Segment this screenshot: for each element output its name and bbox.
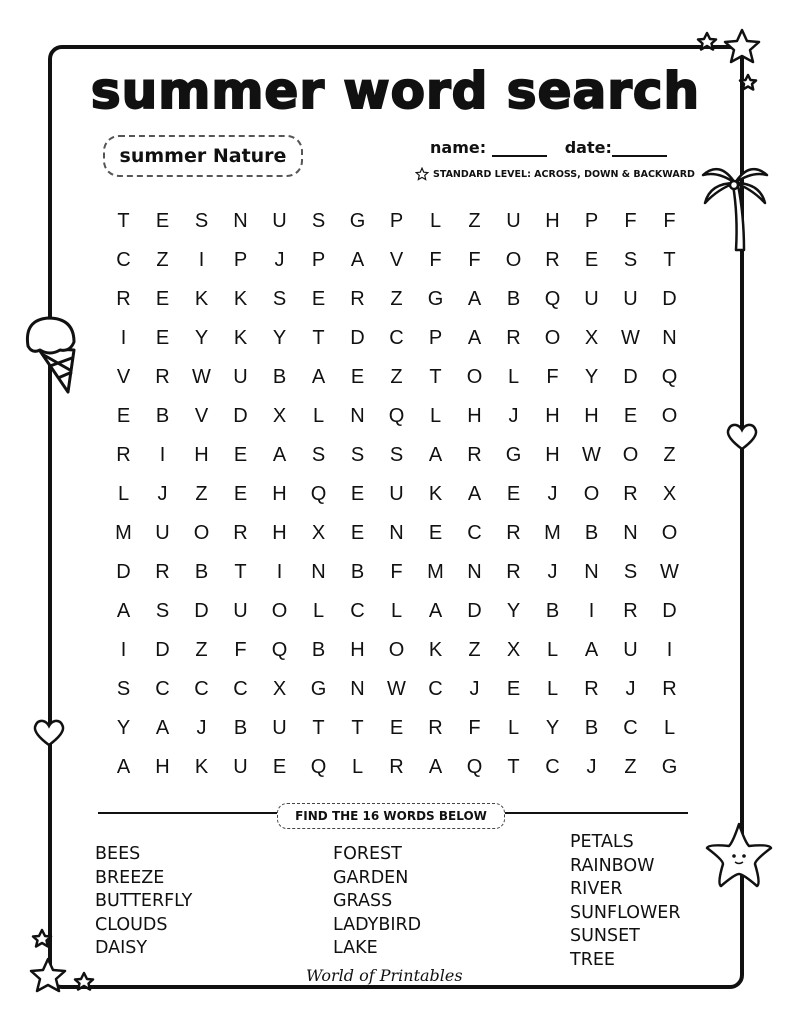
- grid-letter[interactable]: C: [623, 717, 638, 739]
- grid-letter[interactable]: B: [155, 405, 170, 427]
- grid-letter[interactable]: R: [623, 600, 638, 622]
- grid-letter[interactable]: N: [584, 561, 599, 583]
- grid-letter[interactable]: C: [350, 600, 365, 622]
- grid-letter[interactable]: I: [666, 639, 673, 661]
- difficulty-level: [415, 167, 695, 181]
- word-list-item: BREEZE: [95, 867, 165, 888]
- name-label: name:: [430, 138, 487, 157]
- grid-letter[interactable]: H: [467, 405, 482, 427]
- grid-letter[interactable]: J: [508, 405, 519, 427]
- grid-letter[interactable]: J: [196, 717, 207, 739]
- grid-letter[interactable]: J: [547, 483, 558, 505]
- grid-letter[interactable]: B: [272, 366, 287, 388]
- grid-letter[interactable]: P: [584, 210, 599, 232]
- grid-letter[interactable]: O: [271, 600, 288, 622]
- grid-letter[interactable]: Z: [156, 249, 169, 271]
- grid-letter[interactable]: N: [623, 522, 638, 544]
- grid-letter[interactable]: O: [505, 249, 522, 271]
- grid-letter[interactable]: C: [116, 249, 131, 271]
- grid-letter[interactable]: K: [194, 756, 209, 778]
- grid-letter[interactable]: A: [116, 756, 131, 778]
- grid-letter[interactable]: U: [272, 210, 287, 232]
- grid-letter[interactable]: H: [545, 210, 560, 232]
- grid-letter[interactable]: R: [116, 288, 131, 310]
- grid-letter[interactable]: Y: [116, 717, 131, 739]
- grid-letter[interactable]: E: [155, 210, 170, 232]
- grid-letter[interactable]: R: [389, 756, 404, 778]
- grid-letter[interactable]: R: [506, 561, 521, 583]
- grid-letter[interactable]: F: [546, 366, 559, 388]
- word-list-item: BUTTERFLY: [95, 891, 193, 911]
- grid-letter[interactable]: Y: [506, 600, 521, 622]
- grid-letter[interactable]: U: [623, 288, 638, 310]
- grid-letter[interactable]: Z: [195, 483, 208, 505]
- grid-letter[interactable]: U: [389, 483, 404, 505]
- level-text: STANDARD LEVEL: ACROSS, DOWN & BACKWARD: [433, 168, 695, 180]
- grid-letter[interactable]: W: [621, 327, 640, 349]
- word-list-item: SUNSET: [570, 926, 640, 946]
- grid-letter[interactable]: D: [467, 600, 482, 622]
- grid-letter[interactable]: L: [546, 639, 559, 661]
- grid-letter[interactable]: X: [272, 678, 287, 700]
- grid-letter[interactable]: H: [194, 444, 209, 466]
- grid-letter[interactable]: K: [233, 288, 248, 310]
- grid-letter[interactable]: U: [155, 522, 170, 544]
- grid-letter[interactable]: E: [272, 756, 287, 778]
- heart-icon: [32, 718, 66, 748]
- grid-letter[interactable]: E: [311, 288, 326, 310]
- brand-logo: World of Printables: [300, 966, 469, 985]
- grid-letter[interactable]: B: [233, 717, 248, 739]
- grid-letter[interactable]: Q: [466, 756, 483, 778]
- grid-letter[interactable]: S: [350, 444, 365, 466]
- grid-letter[interactable]: E: [584, 249, 599, 271]
- grid-letter[interactable]: O: [622, 444, 639, 466]
- grid-letter[interactable]: A: [467, 483, 482, 505]
- grid-letter[interactable]: N: [311, 561, 326, 583]
- grid-letter[interactable]: Z: [195, 639, 208, 661]
- grid-letter[interactable]: Y: [194, 327, 209, 349]
- grid-letter[interactable]: R: [506, 327, 521, 349]
- grid-letter[interactable]: M: [115, 522, 132, 544]
- grid-letter[interactable]: J: [469, 678, 480, 700]
- grid-letter[interactable]: C: [467, 522, 482, 544]
- date-label: date:: [564, 138, 612, 157]
- grid-letter[interactable]: S: [116, 678, 131, 700]
- grid-letter[interactable]: A: [428, 444, 443, 466]
- grid-letter[interactable]: K: [428, 639, 443, 661]
- grid-letter[interactable]: R: [155, 366, 170, 388]
- word-list-item: GRASS: [333, 891, 393, 911]
- grid-letter[interactable]: P: [428, 327, 443, 349]
- grid-letter[interactable]: R: [428, 717, 443, 739]
- grid-letter[interactable]: E: [428, 522, 443, 544]
- grid-letter[interactable]: Z: [624, 756, 637, 778]
- grid-letter[interactable]: H: [545, 405, 560, 427]
- grid-letter[interactable]: G: [505, 444, 522, 466]
- grid-letter[interactable]: F: [468, 717, 481, 739]
- grid-letter[interactable]: R: [506, 522, 521, 544]
- grid-letter[interactable]: F: [468, 249, 481, 271]
- page-title: summer word search: [90, 62, 701, 120]
- grid-letter[interactable]: X: [311, 522, 326, 544]
- grid-letter[interactable]: A: [467, 327, 482, 349]
- grid-letter[interactable]: F: [429, 249, 442, 271]
- word-list-item: LAKE: [333, 938, 378, 958]
- grid-letter[interactable]: B: [584, 717, 599, 739]
- word-list-1: [95, 843, 192, 961]
- grid-letter[interactable]: E: [350, 522, 365, 544]
- grid-letter[interactable]: R: [155, 561, 170, 583]
- grid-letter[interactable]: T: [351, 717, 364, 739]
- grid-letter[interactable]: R: [350, 288, 365, 310]
- grid-letter[interactable]: H: [272, 483, 287, 505]
- grid-letter[interactable]: T: [663, 249, 676, 271]
- find-words-label: FIND THE 16 WORDS BELOW: [277, 803, 505, 829]
- grid-letter[interactable]: W: [192, 366, 211, 388]
- stars-icon: [690, 25, 765, 100]
- grid-letter[interactable]: L: [351, 756, 364, 778]
- star-icon: [415, 167, 429, 181]
- grid-letter[interactable]: R: [116, 444, 131, 466]
- grid-letter[interactable]: H: [545, 444, 560, 466]
- name-field[interactable]: [430, 138, 547, 157]
- grid-letter[interactable]: I: [120, 639, 127, 661]
- grid-letter[interactable]: A: [116, 600, 131, 622]
- grid-letter[interactable]: C: [155, 678, 170, 700]
- grid-letter[interactable]: R: [545, 249, 560, 271]
- grid-letter[interactable]: O: [466, 366, 483, 388]
- grid-letter[interactable]: A: [350, 249, 365, 271]
- grid-letter[interactable]: H: [272, 522, 287, 544]
- grid-letter[interactable]: T: [234, 561, 247, 583]
- grid-letter[interactable]: C: [545, 756, 560, 778]
- grid-letter[interactable]: W: [582, 444, 601, 466]
- grid-letter[interactable]: K: [428, 483, 443, 505]
- grid-letter[interactable]: B: [350, 561, 365, 583]
- word-list-item: TREE: [570, 949, 615, 970]
- grid-letter[interactable]: K: [233, 327, 248, 349]
- grid-letter[interactable]: F: [390, 561, 403, 583]
- grid-letter[interactable]: D: [350, 327, 365, 349]
- grid-letter[interactable]: W: [660, 561, 679, 583]
- grid-letter[interactable]: B: [584, 522, 599, 544]
- grid-letter[interactable]: L: [429, 210, 442, 232]
- grid-letter[interactable]: N: [233, 210, 248, 232]
- grid-letter[interactable]: P: [311, 249, 326, 271]
- grid-letter[interactable]: W: [387, 678, 406, 700]
- grid-letter[interactable]: A: [155, 717, 170, 739]
- word-list-item: DAISY: [95, 938, 148, 958]
- grid-letter[interactable]: S: [311, 210, 326, 232]
- grid-letter[interactable]: Y: [584, 366, 599, 388]
- grid-letter[interactable]: D: [194, 600, 209, 622]
- grid-letter[interactable]: I: [276, 561, 283, 583]
- grid-letter[interactable]: O: [661, 522, 678, 544]
- grid-letter[interactable]: J: [625, 678, 636, 700]
- grid-letter[interactable]: S: [272, 288, 287, 310]
- date-field[interactable]: [565, 138, 667, 157]
- grid-letter[interactable]: U: [233, 600, 248, 622]
- starfish-icon: [703, 820, 775, 892]
- grid-letter[interactable]: T: [312, 717, 325, 739]
- grid-letter[interactable]: G: [349, 210, 366, 232]
- palm-tree-icon: [700, 155, 770, 255]
- grid-letter[interactable]: I: [198, 249, 205, 271]
- ice-cream-icon: [20, 310, 80, 400]
- grid-letter[interactable]: O: [661, 405, 678, 427]
- grid-letter[interactable]: Q: [544, 288, 561, 310]
- grid-letter[interactable]: X: [272, 405, 287, 427]
- word-list-item: PETALS: [570, 832, 634, 852]
- grid-letter[interactable]: N: [350, 405, 365, 427]
- grid-letter[interactable]: B: [194, 561, 209, 583]
- grid-letter[interactable]: O: [544, 327, 561, 349]
- grid-letter[interactable]: V: [116, 366, 131, 388]
- grid-letter[interactable]: X: [506, 639, 521, 661]
- theme-label: summer Nature: [103, 135, 303, 177]
- grid-letter[interactable]: N: [350, 678, 365, 700]
- grid-letter[interactable]: E: [350, 483, 365, 505]
- grid-letter[interactable]: N: [389, 522, 404, 544]
- grid-letter[interactable]: X: [584, 327, 599, 349]
- grid-letter[interactable]: Y: [272, 327, 287, 349]
- grid-letter[interactable]: R: [623, 483, 638, 505]
- grid-letter[interactable]: Q: [310, 483, 327, 505]
- word-list-item: SUNFLOWER: [570, 902, 681, 923]
- grid-letter[interactable]: D: [662, 288, 677, 310]
- stars-icon: [22, 925, 107, 1000]
- grid-letter[interactable]: L: [663, 717, 676, 739]
- grid-letter[interactable]: J: [547, 561, 558, 583]
- word-list-item: GARDEN: [333, 867, 409, 888]
- grid-letter[interactable]: R: [662, 678, 677, 700]
- grid-letter[interactable]: R: [467, 444, 482, 466]
- word-list-item: RAINBOW: [570, 855, 655, 876]
- grid-letter[interactable]: E: [233, 483, 248, 505]
- word-list-item: LADYBIRD: [333, 914, 422, 935]
- grid-letter[interactable]: T: [429, 366, 442, 388]
- grid-letter[interactable]: G: [661, 756, 678, 778]
- heart-icon: [725, 422, 759, 452]
- grid-letter[interactable]: Q: [661, 366, 678, 388]
- word-list-item: RIVER: [570, 879, 623, 899]
- grid-letter[interactable]: U: [584, 288, 599, 310]
- grid-letter[interactable]: T: [507, 756, 520, 778]
- grid-letter[interactable]: D: [116, 561, 131, 583]
- grid-letter[interactable]: K: [194, 288, 209, 310]
- grid-letter[interactable]: E: [350, 366, 365, 388]
- grid-letter[interactable]: U: [233, 756, 248, 778]
- grid-letter[interactable]: Y: [545, 717, 560, 739]
- grid-letter[interactable]: O: [193, 522, 210, 544]
- grid-letter[interactable]: S: [623, 561, 638, 583]
- grid-letter[interactable]: X: [662, 483, 677, 505]
- grid-letter[interactable]: A: [467, 288, 482, 310]
- grid-letter[interactable]: A: [428, 600, 443, 622]
- grid-letter[interactable]: A: [584, 639, 599, 661]
- grid-letter[interactable]: Z: [390, 366, 403, 388]
- grid-letter[interactable]: N: [662, 327, 677, 349]
- grid-letter[interactable]: F: [234, 639, 247, 661]
- grid-letter[interactable]: H: [155, 756, 170, 778]
- grid-letter[interactable]: E: [506, 678, 521, 700]
- grid-letter[interactable]: A: [311, 366, 326, 388]
- grid-letter[interactable]: C: [233, 678, 248, 700]
- grid-letter[interactable]: D: [233, 405, 248, 427]
- grid-letter[interactable]: C: [389, 327, 404, 349]
- grid-letter[interactable]: L: [117, 483, 130, 505]
- grid-letter[interactable]: L: [312, 405, 325, 427]
- grid-letter[interactable]: D: [623, 366, 638, 388]
- grid-letter[interactable]: S: [155, 600, 170, 622]
- grid-letter[interactable]: L: [507, 366, 520, 388]
- grid-letter[interactable]: E: [506, 483, 521, 505]
- grid-letter[interactable]: B: [545, 600, 560, 622]
- grid-letter[interactable]: P: [233, 249, 248, 271]
- grid-letter[interactable]: L: [312, 600, 325, 622]
- grid-letter[interactable]: L: [429, 405, 442, 427]
- grid-letter[interactable]: E: [233, 444, 248, 466]
- grid-letter[interactable]: O: [583, 483, 600, 505]
- word-list-item: BEES: [95, 844, 141, 864]
- grid-letter[interactable]: N: [467, 561, 482, 583]
- grid-letter[interactable]: Z: [390, 288, 403, 310]
- grid-letter[interactable]: C: [194, 678, 209, 700]
- grid-letter[interactable]: I: [120, 327, 127, 349]
- grid-letter[interactable]: L: [507, 717, 520, 739]
- grid-letter[interactable]: Q: [388, 405, 405, 427]
- name-date-fields: [430, 138, 667, 157]
- grid-letter[interactable]: T: [117, 210, 130, 232]
- grid-letter[interactable]: G: [310, 678, 327, 700]
- grid-letter[interactable]: J: [274, 249, 285, 271]
- grid-letter[interactable]: I: [159, 444, 166, 466]
- grid-letter[interactable]: L: [390, 600, 403, 622]
- grid-letter[interactable]: V: [194, 405, 209, 427]
- grid-letter[interactable]: Z: [663, 444, 676, 466]
- grid-letter[interactable]: T: [312, 327, 325, 349]
- grid-letter[interactable]: B: [506, 288, 521, 310]
- grid-letter[interactable]: B: [311, 639, 326, 661]
- letter-grid: [104, 202, 689, 787]
- grid-letter[interactable]: G: [427, 288, 444, 310]
- grid-letter[interactable]: J: [157, 483, 168, 505]
- grid-letter[interactable]: Z: [468, 639, 481, 661]
- grid-letter[interactable]: U: [233, 366, 248, 388]
- grid-letter[interactable]: R: [233, 522, 248, 544]
- word-list-item: CLOUDS: [95, 914, 168, 935]
- grid-letter[interactable]: F: [663, 210, 676, 232]
- grid-letter[interactable]: Z: [468, 210, 481, 232]
- grid-letter[interactable]: E: [155, 288, 170, 310]
- grid-letter[interactable]: S: [389, 444, 404, 466]
- grid-letter[interactable]: Q: [310, 756, 327, 778]
- grid-letter[interactable]: H: [584, 405, 599, 427]
- grid-letter[interactable]: S: [194, 210, 209, 232]
- grid-letter[interactable]: S: [623, 249, 638, 271]
- word-list-3: [570, 831, 681, 972]
- grid-letter[interactable]: P: [389, 210, 404, 232]
- grid-letter[interactable]: O: [388, 639, 405, 661]
- grid-letter[interactable]: M: [427, 561, 444, 583]
- grid-letter[interactable]: V: [389, 249, 404, 271]
- grid-letter[interactable]: C: [428, 678, 443, 700]
- grid-letter[interactable]: A: [272, 444, 287, 466]
- grid-letter[interactable]: D: [155, 639, 170, 661]
- grid-letter[interactable]: E: [623, 405, 638, 427]
- grid-letter[interactable]: H: [350, 639, 365, 661]
- grid-letter[interactable]: U: [272, 717, 287, 739]
- grid-letter[interactable]: U: [506, 210, 521, 232]
- grid-letter[interactable]: E: [389, 717, 404, 739]
- grid-letter[interactable]: L: [546, 678, 559, 700]
- grid-letter[interactable]: E: [155, 327, 170, 349]
- grid-letter[interactable]: E: [116, 405, 131, 427]
- grid-letter[interactable]: M: [544, 522, 561, 544]
- grid-letter[interactable]: R: [584, 678, 599, 700]
- grid-letter[interactable]: I: [588, 600, 595, 622]
- word-list-2: [333, 843, 421, 961]
- grid-letter[interactable]: J: [586, 756, 597, 778]
- grid-letter[interactable]: U: [623, 639, 638, 661]
- grid-letter[interactable]: A: [428, 756, 443, 778]
- grid-letter[interactable]: S: [311, 444, 326, 466]
- grid-letter[interactable]: F: [624, 210, 637, 232]
- grid-letter[interactable]: D: [662, 600, 677, 622]
- grid-letter[interactable]: Q: [271, 639, 288, 661]
- word-list-item: FOREST: [333, 844, 402, 864]
